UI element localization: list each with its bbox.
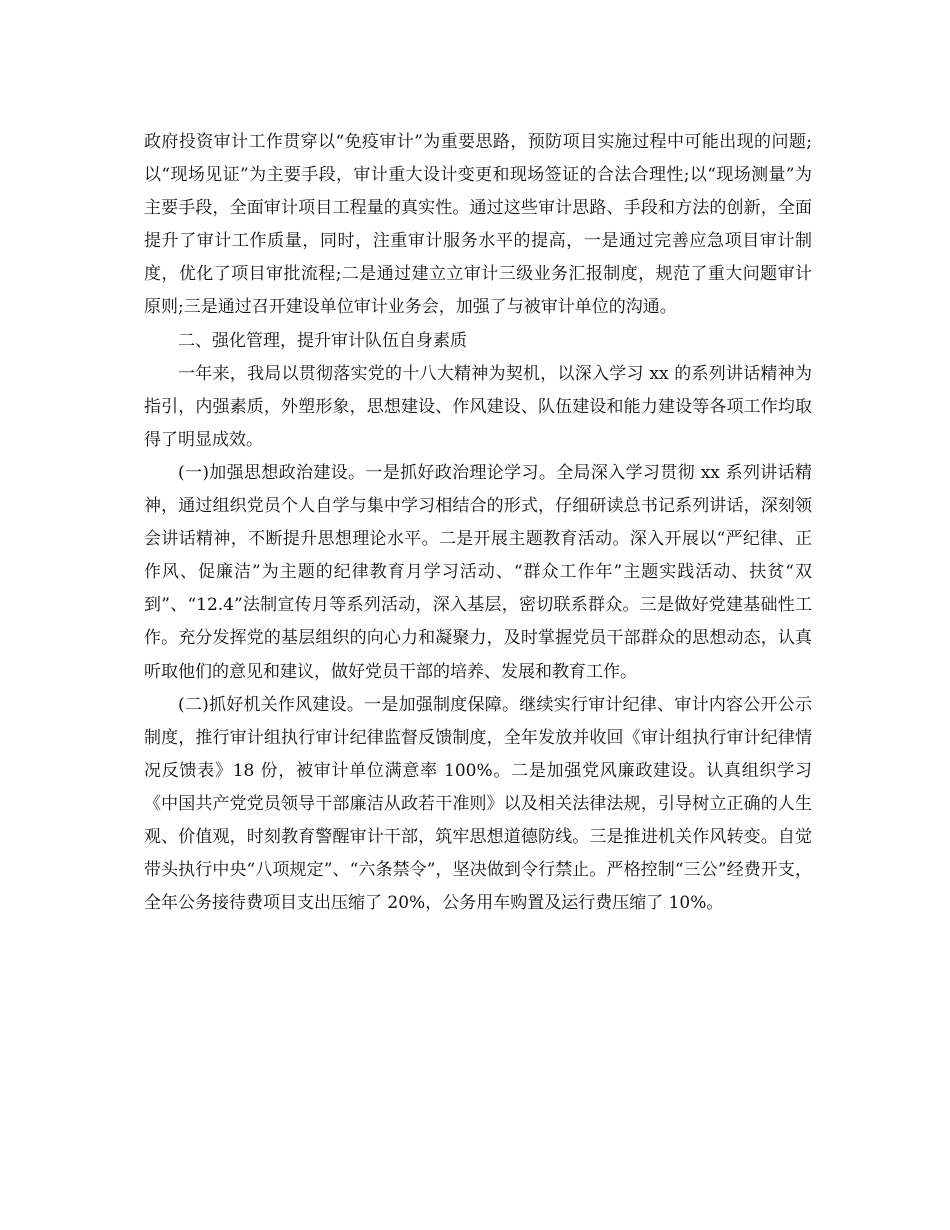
paragraph-political-construction: (一)加强思想政治建设。一是抓好政治理论学习。全局深入学习贯彻 xx 系列讲话精神，通过组织党员个人自学与集中学习相结合的形式，仔细研读总书记系列讲话，深刻领会讲话精神，不断提升思想理论水平。二是开展主题教育活动。深入开展以“严纪律、正作风、促廉洁”为主题的纪律教育月学习活动、“群众工作年”主题实践活动、扶贫“双到”、“12.4”法制宣传月等系列活动，深入基层，密切联系群众。三是做好党建基础性工作。充分发挥党的基层组织的向心力和凝聚力，及时掌握党员干部群众的思想动态，认真听取他们的意见和建议，做好党员干部的培养、发展和教育工作。 [144,462,812,682]
paragraph-work-style-construction: (二)抓好机关作风建设。一是加强制度保障。继续实行审计纪律、审计内容公开公示制度，推行审计组执行审计纪律监督反馈制度，全年发放并收回《审计组执行审计纪律情况反馈表》18 份，被审计单位满意率 100%。二是加强党风廉政建设。认真组织学习《中国共产党党员领导干部廉洁从政若干准则》以及相关法律法规，引导树立正确的人生观、价值观，时刻教育警醒审计干部，筑牢思想道德防线。三是推进机关作风转变。自觉带头执行中央“八项规定”、“六条禁令”，坚决做到令行禁止。严格控制“三公”经费开支，全年公务接待费项目支出压缩了 20%，公务用车购置及运行费压缩了 10%。 [144,694,812,914]
document-body [144,126,812,920]
paragraph-team-building: 一年来，我局以贯彻落实党的十八大精神为契机，以深入学习 xx 的系列讲话精神为指引，内强素质，外塑形象，思想建设、作风建设、队伍建设和能力建设等各项工作均取得了明显成效。 [144,363,812,450]
paragraph-audit-approach: 政府投资审计工作贯穿以“免疫审计”为重要思路，预防项目实施过程中可能出现的问题;以“现场见证”为主要手段，审计重大设计变更和现场签证的合法合理性;以“现场测量”为主要手段，全面审计项目工程量的真实性。通过这些审计思路、手段和方法的创新，全面提升了审计工作质量，同时，注重审计服务水平的提高，一是通过完善应急项目审计制度，优化了项目审批流程;二是通过建立立审计三级业务汇报制度，规范了重大问题审计原则;三是通过召开建设单位审计业务会，加强了与被审计单位的沟通。 [144,132,812,318]
section-heading-strengthen-management: 二、强化管理，提升审计队伍自身素质 [178,330,467,351]
